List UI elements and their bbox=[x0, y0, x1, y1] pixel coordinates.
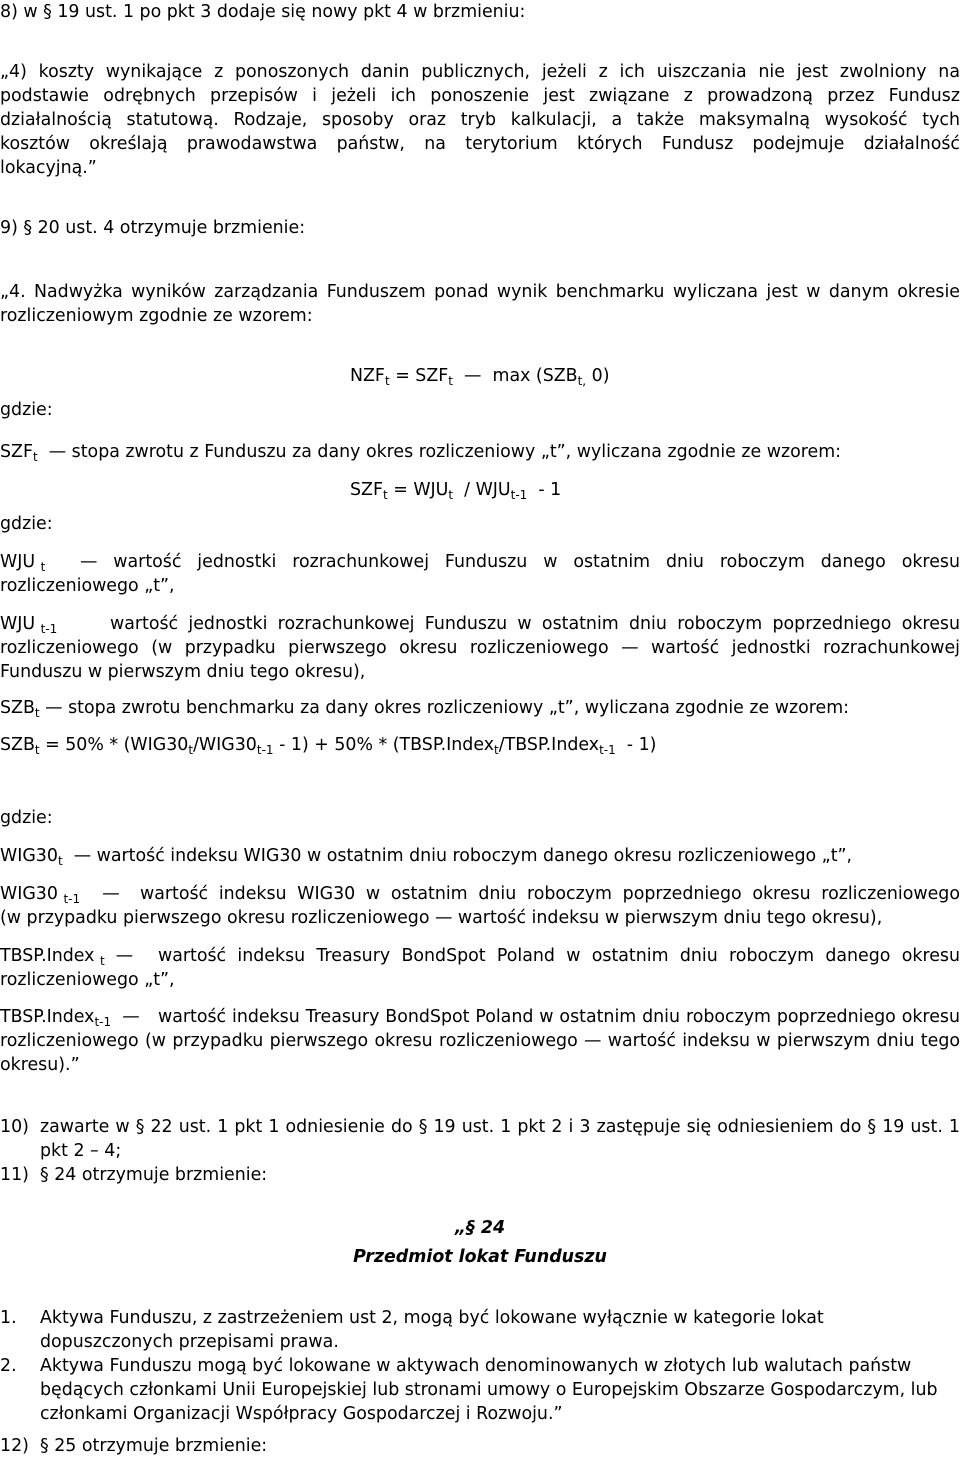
point-10-line-2: pkt 2 – 4; bbox=[40, 1141, 122, 1161]
point-12-number: 12) bbox=[0, 1436, 29, 1456]
def-wju-t1-line-3: Funduszu w pierwszym dniu tego okresu), bbox=[0, 662, 366, 682]
def-wju-t-line-2: rozliczeniowego „t”, bbox=[0, 576, 175, 596]
def-szf: $SZF_t$ — stopa zwrotu z Funduszu za dany okres rozliczeniowy „t”, wyliczana zgodnie ze wzorem: bbox=[0, 442, 841, 464]
def-tbsp-t1-name: TBSP.Index$_{t-1}$ — bbox=[0, 1007, 140, 1029]
point-9-heading: 9) § 20 ust. 4 otrzymuje brzmienie: bbox=[0, 218, 306, 238]
def-szb: $SZB_t$ — stopa zwrotu benchmarku za dany okres rozliczeniowy „t”, wyliczana zgodnie ze wzorem: bbox=[0, 698, 850, 720]
def-wig-t: $WIG30_t$ — wartość indeksu WIG30 w ostatnim dniu roboczym danego okresu rozliczeniowego „t”, bbox=[0, 846, 853, 868]
point-8-line-2: podstawie odrębnych przepisów i jeżeli ich ponoszenie jest związane z prowadzoną przez Fundusz bbox=[0, 86, 960, 106]
def-tbsp-t-line-2: rozliczeniowego „t”, bbox=[0, 970, 175, 990]
item-2-number: 2. bbox=[0, 1356, 17, 1376]
def-tbsp-t-line-1: wartość indeksu Treasury BondSpot Poland w ostatnim dniu roboczym danego okresu bbox=[158, 946, 960, 966]
item-2-line-3: członkami Organizacji Współpracy Gospodarczej i Rozwoju.” bbox=[40, 1404, 563, 1424]
item-2-line-1: Aktywa Funduszu mogą być lokowane w aktywach denominowanych w złotych lub walutach państw bbox=[40, 1356, 912, 1376]
point-8-line-4: kosztów określają prawodawstwa państw, na terytorium których Fundusz podejmuje działalność bbox=[0, 134, 960, 154]
point-9-line-1: „4. Nadwyżka wyników zarządzania Funduszem ponad wynik benchmarku wyliczana jest w danym okresie bbox=[0, 282, 960, 302]
point-8-line-3: działalnością statutową. Rodzaje, sposoby oraz tryb kalkulacji, a także maksymalną wysokość tych bbox=[0, 110, 960, 130]
def-tbsp-t-name: TBSP.Index $_t$ — bbox=[0, 946, 134, 968]
def-tbsp-t1-line-1: wartość indeksu Treasury BondSpot Poland w ostatnim dniu roboczym poprzedniego okresu bbox=[158, 1007, 960, 1027]
def-wju-t-line-1: — wartość jednostki rozrachunkowej Funduszu w ostatnim dniu roboczym danego okresu bbox=[80, 552, 960, 572]
item-1-line-2: dopuszczonych przepisami prawa. bbox=[40, 1332, 339, 1352]
point-10-number: 10) bbox=[0, 1117, 29, 1137]
point-9-line-2: rozliczeniowym zgodnie ze wzorem: bbox=[0, 306, 313, 326]
point-8-heading: 8) w § 19 ust. 1 po pkt 3 dodaje się nowy pkt 4 w brzmieniu: bbox=[0, 2, 526, 22]
item-2-line-2: będących członkami Unii Europejskiej lub stronami umowy o Europejskim Obszarze Gospodarczym, lub bbox=[40, 1380, 938, 1400]
article-number: „§ 24 bbox=[454, 1218, 506, 1238]
def-wig-t1-line-2: (w przypadku pierwszego okresu rozliczeniowego — wartość indeksu w pierwszym dniu tego okresu), bbox=[0, 908, 883, 928]
gdzie-label-2: gdzie: bbox=[0, 514, 53, 534]
formula-szb: $SZB_t = 50\% * (WIG30_t/WIG30_{t-1} - 1) + 50\%$ * (TBSP.Index$_t$/TBSP.Index$_{t-1}$ - 1) bbox=[0, 735, 657, 757]
point-11-number: 11) bbox=[0, 1165, 29, 1185]
item-1-number: 1. bbox=[0, 1308, 17, 1328]
point-12-text: § 25 otrzymuje brzmienie: bbox=[40, 1436, 268, 1456]
article-title: Przedmiot lokat Funduszu bbox=[353, 1247, 607, 1267]
def-wju-t1-line-2: rozliczeniowego (w przypadku pierwszego okresu rozliczeniowego — wartość jednostki rozrachunkowej bbox=[0, 638, 960, 658]
def-wju-t-name: WJU $_t$ bbox=[0, 552, 46, 574]
point-8-line-5: lokacyjną.” bbox=[0, 158, 97, 178]
def-wju-t1-line-1: wartość jednostki rozrachunkowej Funduszu w ostatnim dniu roboczym poprzedniego okresu bbox=[110, 614, 960, 634]
item-1-line-1: Aktywa Funduszu, z zastrzeżeniem ust 2, mogą być lokowane wyłącznie w kategorie lokat bbox=[40, 1308, 824, 1328]
point-10-line-1: zawarte w § 22 ust. 1 pkt 1 odniesienie do § 19 ust. 1 pkt 2 i 3 zastępuje się odniesieniem do § 19 ust. 1 bbox=[40, 1117, 960, 1137]
def-tbsp-t1-line-3: okresu).” bbox=[0, 1055, 80, 1075]
def-wig-t1-line-1: wartość indeksu WIG30 w ostatnim dniu roboczym poprzedniego okresu rozliczeniowego bbox=[140, 884, 960, 904]
def-tbsp-t1-line-2: rozliczeniowego (w przypadku pierwszego okresu rozliczeniowego — wartość indeksu w pierwszym dniu tego bbox=[0, 1031, 960, 1051]
gdzie-label-3: gdzie: bbox=[0, 808, 53, 828]
formula-nzf: $NZF_t = SZF_t$ — $\max (SZB_{t,}$ 0) bbox=[350, 366, 610, 388]
point-11-text: § 24 otrzymuje brzmienie: bbox=[40, 1165, 268, 1185]
def-wju-t1-name: WJU $_{t-1}$ bbox=[0, 614, 58, 636]
gdzie-label-1: gdzie: bbox=[0, 400, 53, 420]
point-8-line-1: „4) koszty wynikające z ponoszonych danin publicznych, jeżeli z ich uiszczania nie jest zwolniony na bbox=[0, 62, 960, 82]
def-wig-t1-name: WIG30 $_{t-1}$ — bbox=[0, 884, 120, 906]
formula-szf: $SZF_t = WJU_t / WJU_{t-1} - 1$ bbox=[350, 480, 562, 502]
